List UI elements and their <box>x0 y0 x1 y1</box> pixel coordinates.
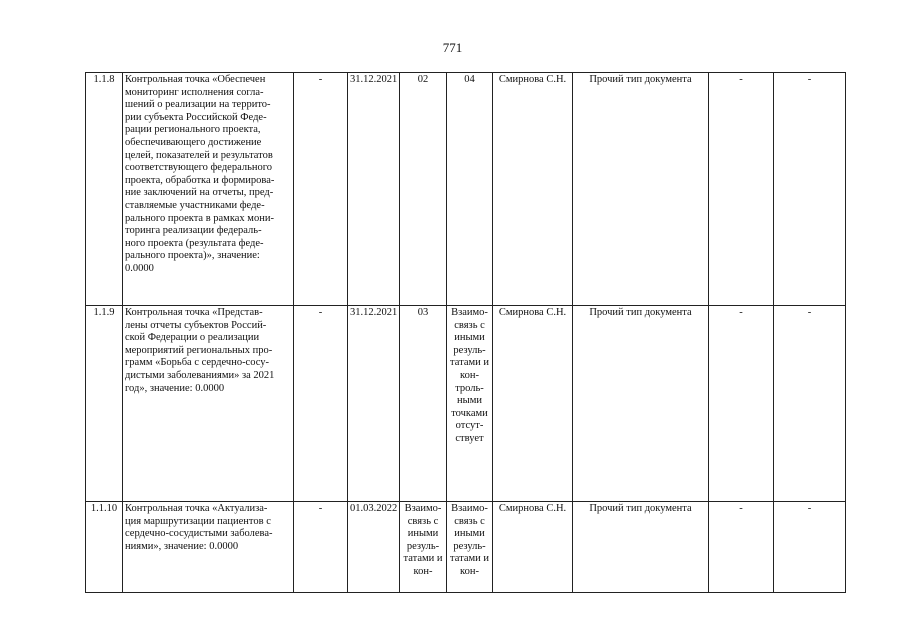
row-col5: 02 <box>400 73 447 306</box>
row-date: 31.12.2021 <box>348 73 400 306</box>
row-col6: 04 <box>447 73 493 306</box>
row-doc-type: Прочий тип документа <box>573 306 709 502</box>
row-doc-type: Прочий тип документа <box>573 502 709 593</box>
row-col6: Взаимо- связь с иными резуль- татами и кон- троль- ными точками отсут- ствует <box>447 306 493 502</box>
row-col10: - <box>774 306 846 502</box>
row-description: Контрольная точка «Представ- лены отчеты субъектов Россий- ской Федерации о реализации мероприятий региональных про- грамм «Борьба с сердечно-сосу- дистыми заболеваниями» за 2021 год», значение: 0.0000 <box>123 306 294 502</box>
control-points-table <box>85 72 846 593</box>
row-col10: - <box>774 73 846 306</box>
row-responsible: Смирнова С.Н. <box>493 502 573 593</box>
row-col9: - <box>709 306 774 502</box>
row-date: 31.12.2021 <box>348 306 400 502</box>
row-col5: Взаимо- связь с иными резуль- татами и кон- <box>400 502 447 593</box>
table-row <box>86 306 846 502</box>
row-doc-type: Прочий тип документа <box>573 73 709 306</box>
row-col9: - <box>709 73 774 306</box>
row-description: Контрольная точка «Актуализа- ция маршрутизации пациентов с сердечно-сосудистыми заболева- ниями», значение: 0.0000 <box>123 502 294 593</box>
row-col3: - <box>294 73 348 306</box>
page-number: 771 <box>442 40 463 55</box>
row-col3: - <box>294 306 348 502</box>
row-number: 1.1.10 <box>86 502 123 593</box>
row-col6: Взаимо- связь с иными резуль- татами и кон- <box>447 502 493 593</box>
row-date: 01.03.2022 <box>348 502 400 593</box>
table-row <box>86 502 846 593</box>
table-row <box>86 73 846 306</box>
row-number: 1.1.9 <box>86 306 123 502</box>
row-responsible: Смирнова С.Н. <box>493 73 573 306</box>
row-col5: 03 <box>400 306 447 502</box>
row-col10: - <box>774 502 846 593</box>
row-col3: - <box>294 502 348 593</box>
row-number: 1.1.8 <box>86 73 123 306</box>
row-description: Контрольная точка «Обеспечен мониторинг исполнения согла- шений о реализации на террито- рии субъекта Российской Феде- рации регионального проекта, обеспечивающего достижение целей, показателей и результатов соответствующего федерального проекта, обработка и формирова- ние заключений на отчеты, пред- ставляемые участниками феде- рального проекта в рамках мони- торинга реализации федераль- ного проекта (результата феде- рального проекта)», значение: 0.0000 <box>123 73 294 306</box>
row-col9: - <box>709 502 774 593</box>
row-responsible: Смирнова С.Н. <box>493 306 573 502</box>
